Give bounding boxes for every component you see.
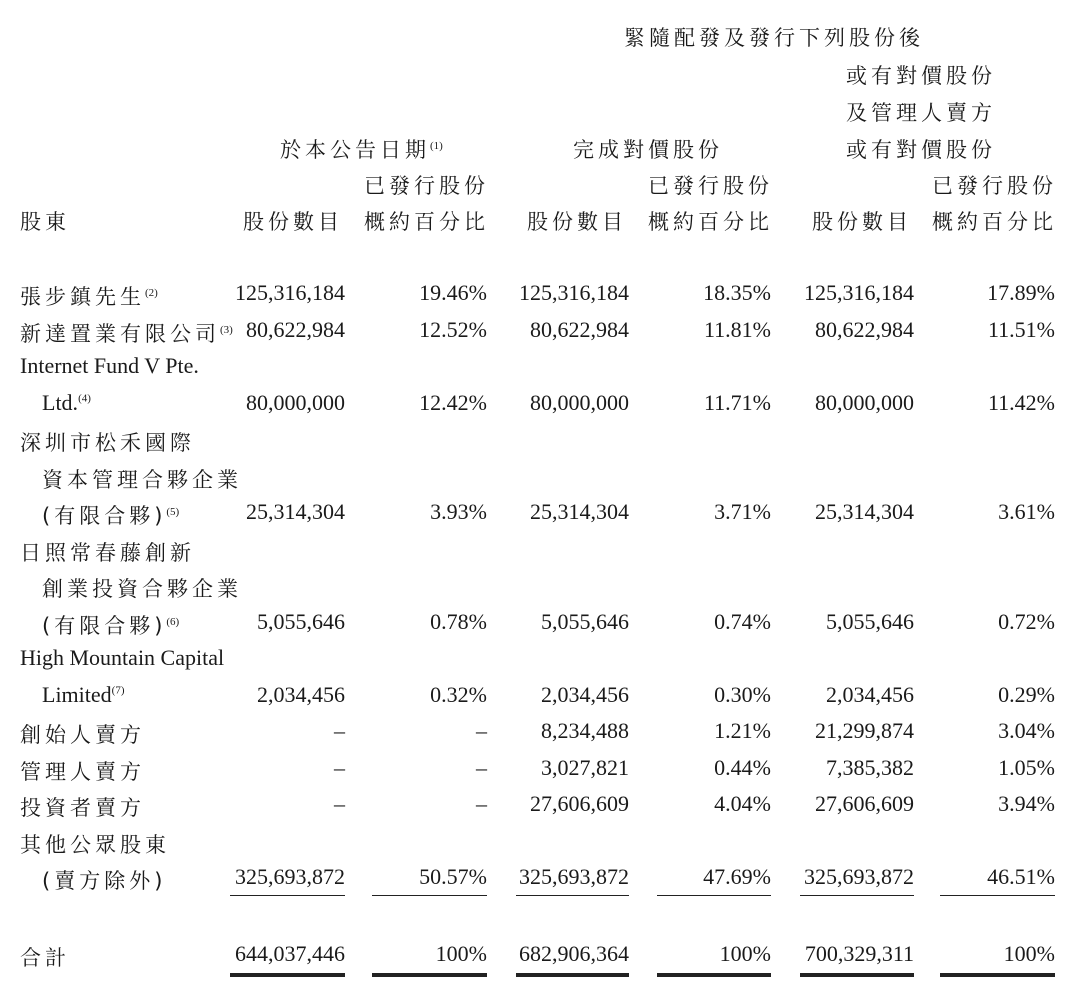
total-rule <box>372 973 487 977</box>
header-group1 <box>280 134 443 164</box>
shareholder-name-text: (有限合夥) <box>42 613 167 638</box>
shareholder-name-text: (賣方除外) <box>42 869 167 893</box>
shareholder-name <box>20 427 195 457</box>
table-cell: 3.93% <box>430 499 487 524</box>
total-label: 合計 <box>20 946 70 970</box>
footnote-mark: (5) <box>166 506 180 518</box>
shareholder-name-text: (有限合夥) <box>42 504 167 528</box>
header-pct-top: 已發行股份 <box>648 174 773 198</box>
table-cell: 25,314,304 <box>815 499 914 524</box>
header-pct-top: 已發行股份 <box>364 174 489 198</box>
header-shares: 股份數目 <box>527 210 627 234</box>
shareholder-name <box>42 682 124 708</box>
table-cell: 50.57% <box>419 864 487 889</box>
shareholder-name <box>20 792 145 822</box>
table-cell: 0.78% <box>430 608 487 634</box>
table-cell: 18.35% <box>703 280 771 305</box>
table-cell: 0.32% <box>430 681 487 707</box>
shareholder-name <box>42 865 166 895</box>
table-cell: 12.52% <box>419 316 487 342</box>
subtotal-rule <box>800 895 914 896</box>
total-cell: 700,329,311 <box>804 941 914 966</box>
table-cell: 80,000,000 <box>815 389 914 415</box>
table-cell: 11.42% <box>987 389 1055 415</box>
shareholder-name <box>42 500 179 530</box>
table-cell: 80,000,000 <box>246 389 345 415</box>
table-cell: 11.81% <box>703 316 771 342</box>
table-cell: 27,606,609 <box>815 791 914 816</box>
table-cell: 125,316,184 <box>235 280 345 305</box>
table-cell: 2,034,456 <box>826 681 914 707</box>
table-cell: 17.89% <box>987 280 1055 305</box>
shareholder-name <box>42 610 179 640</box>
table-cell: 3.94% <box>998 791 1055 816</box>
table-cell: 0.30% <box>714 681 771 707</box>
table-cell: 80,000,000 <box>530 389 629 415</box>
header-group3-line: 或有對價股份 <box>846 64 996 88</box>
shareholder-name <box>20 537 195 567</box>
header-pct-top: 已發行股份 <box>932 174 1057 198</box>
table-cell: 3.61% <box>998 499 1055 524</box>
table-cell: 325,693,872 <box>519 864 629 889</box>
shareholder-name-text: 創始人賣方 <box>20 723 145 747</box>
shareholder-name <box>42 573 242 603</box>
table-cell: 2,034,456 <box>541 681 629 707</box>
table-cell: 5,055,646 <box>541 608 629 634</box>
shareholder-name <box>20 281 158 311</box>
table-cell: 25,314,304 <box>246 499 345 524</box>
shareholder-name-text: Ltd. <box>42 389 79 415</box>
shareholder-name <box>20 829 170 859</box>
subtotal-rule <box>940 895 1055 896</box>
total-rule <box>230 973 345 977</box>
footnote-mark: (6) <box>166 615 180 628</box>
table-cell: – <box>334 754 345 780</box>
footnote-mark: (4) <box>78 392 91 405</box>
shareholder-name-text: Internet Fund V Pte. <box>20 353 199 378</box>
header-shares: 股份數目 <box>243 210 343 234</box>
table-cell: – <box>334 791 345 816</box>
table-cell: 80,622,984 <box>530 316 629 342</box>
shareholder-name-text: High Mountain Capital <box>20 645 225 670</box>
shareholder-name <box>20 645 224 671</box>
table-cell: 125,316,184 <box>519 280 629 305</box>
table-cell: – <box>476 718 487 743</box>
total-rule <box>940 973 1055 977</box>
footnote-mark: (7) <box>111 684 125 697</box>
table-cell: 325,693,872 <box>235 864 345 889</box>
shareholder-name-text: 創業投資合夥企業 <box>42 577 242 601</box>
total-cell: 100% <box>1003 941 1055 966</box>
footnote-mark: (3) <box>220 323 233 336</box>
table-cell: 5,055,646 <box>257 608 345 634</box>
footnote-mark: (2) <box>145 287 158 299</box>
table-cell: 0.44% <box>714 754 771 780</box>
table-cell: 0.72% <box>998 608 1055 634</box>
table-cell: 21,299,874 <box>815 718 914 743</box>
table-cell: 3.04% <box>998 718 1055 743</box>
total-rule <box>800 973 914 977</box>
subtotal-rule <box>372 895 487 896</box>
table-cell: 11.71% <box>703 389 771 415</box>
header-group3-line: 緊隨配發及發行下列股份後 <box>624 26 924 50</box>
table-cell: – <box>476 791 487 816</box>
shareholder-name <box>20 353 199 379</box>
shareholder-name-text: 深圳市松禾國際 <box>20 431 195 455</box>
subtotal-rule <box>230 895 345 896</box>
shareholder-name-text: 管理人賣方 <box>20 759 145 784</box>
table-cell: 47.69% <box>703 864 771 889</box>
shareholder-name-text: 張步鎮先生 <box>20 285 145 309</box>
shareholder-name-text: 新達置業有限公司 <box>20 321 220 346</box>
header-group3-line: 及管理人賣方 <box>846 101 996 125</box>
total-cell: 644,037,446 <box>235 941 345 966</box>
table-cell: 12.42% <box>419 389 487 415</box>
header-group3-line: 或有對價股份 <box>846 138 996 162</box>
table-cell: 19.46% <box>419 280 487 305</box>
table-cell: 4.04% <box>714 791 771 816</box>
shareholder-name <box>42 390 91 416</box>
table-cell: 80,622,984 <box>815 316 914 342</box>
table-cell: 27,606,609 <box>530 791 629 816</box>
table-cell: 25,314,304 <box>530 499 629 524</box>
table-cell: 80,622,984 <box>246 316 345 342</box>
table-cell: 46.51% <box>987 864 1055 889</box>
shareholder-name <box>20 756 145 786</box>
header-pct-bottom: 概約百分比 <box>932 210 1057 234</box>
table-cell: 11.51% <box>987 316 1055 342</box>
table-cell: 1.21% <box>714 718 771 743</box>
table-cell: 125,316,184 <box>804 280 914 305</box>
subtotal-rule <box>657 895 771 896</box>
total-rule <box>516 973 629 977</box>
shareholder-name-text: 投資者賣方 <box>20 796 145 820</box>
total-cell: 100% <box>435 941 487 966</box>
table-cell: 5,055,646 <box>826 608 914 634</box>
subtotal-rule <box>516 895 629 896</box>
shareholder-name-text: 其他公眾股東 <box>20 832 170 857</box>
header-shareholder: 股東 <box>20 210 70 234</box>
header-pct-bottom: 概約百分比 <box>364 210 489 234</box>
shareholder-name <box>20 318 233 348</box>
shareholder-name-text: 日照常春藤創新 <box>20 540 195 565</box>
total-cell: 100% <box>719 941 771 966</box>
shareholder-name-text: Limited <box>42 681 112 707</box>
table-cell: 2,034,456 <box>257 681 345 707</box>
header-group2: 完成對價股份 <box>573 138 723 162</box>
header-group1-text: 於本公告日期 <box>280 138 430 162</box>
shareholder-name-text: 資本管理合夥企業 <box>42 467 242 492</box>
shareholder-name <box>20 719 145 749</box>
shareholder-name <box>42 464 242 494</box>
table-cell: 325,693,872 <box>804 864 914 889</box>
table-cell: 7,385,382 <box>826 754 914 780</box>
table-cell: 3.71% <box>714 499 771 524</box>
table-cell: 0.74% <box>714 608 771 634</box>
header-pct-bottom: 概約百分比 <box>648 210 773 234</box>
table-cell: 1.05% <box>998 754 1055 780</box>
total-rule <box>657 973 771 977</box>
table-cell: 3,027,821 <box>541 754 629 780</box>
table-cell: – <box>334 718 345 743</box>
table-cell: 8,234,488 <box>541 718 629 743</box>
table-cell: 0.29% <box>998 681 1055 707</box>
header-shares: 股份數目 <box>812 210 912 234</box>
total-cell: 682,906,364 <box>519 941 629 966</box>
footnote-mark: (1) <box>430 140 443 152</box>
table-cell: – <box>476 754 487 780</box>
